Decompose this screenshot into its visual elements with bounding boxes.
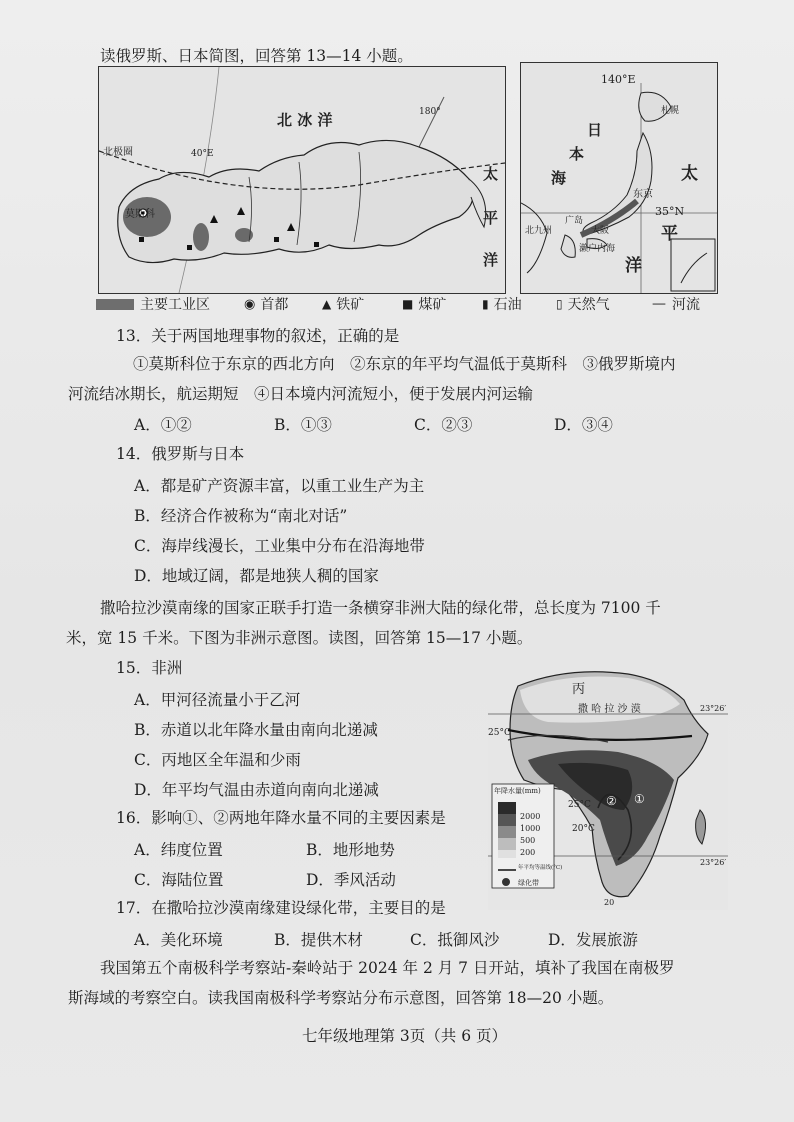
oil-icon: ▮ [482,297,489,311]
q14-option-b: B．经济合作被称为“南北对话” [134,507,348,525]
legend-industrial-text: 主要工业区 [140,297,210,313]
arctic-ocean-label: 北 冰 洋 [277,111,333,129]
hiroshima-label: 广岛 [565,216,584,226]
gas-icon: ▯ [556,297,563,311]
q13-option-d: D．③④ [554,416,613,434]
tokyo-label: 东京 [633,189,653,200]
pacific-jp-1: 太 [681,164,698,184]
iron-icon: ▲ [322,297,332,311]
q14-option-d: D．地域辽阔，都是地狭人稠的国家 [134,567,379,585]
q15-option-b: B．赤道以北年降水量由南向北递减 [134,721,378,739]
page-footer: 七年级地理第 3页（共 6 页） [302,1027,508,1045]
bing-label: 丙 [572,682,586,697]
precip-1000: 1000 [520,824,541,833]
tropic-north-label: 23°26′ [700,704,727,713]
pacific-jp-3: 洋 [625,256,642,276]
intro-13-14: 读俄罗斯、日本简图，回答第 13—14 小题。 [100,47,413,65]
pacific-jp-2: 平 [661,224,678,244]
legend-gas [556,294,610,314]
intro-15-17-line2: 米，宽 15 千米。下图为非洲示意图。读图，回答第 15—17 小题。 [66,629,533,647]
sahara-label: 撒 哈 拉 沙 漠 [578,704,641,715]
sapporo-label: 札幌 [661,106,680,116]
river-icon: — [652,296,666,312]
legend-oil-text: 石油 [493,297,522,313]
osaka-label: 大阪 [591,226,610,236]
legend-coal [402,294,446,314]
q17-option-a: A．美化环境 [134,931,223,949]
q17-option-c: C．抵御风沙 [410,931,500,949]
legend-iron-text: 铁矿 [336,297,365,313]
isotherm-25-north: 25°C [488,728,511,738]
legend-oil [482,294,522,314]
q16-option-b: B．地形地势 [306,841,395,859]
q14-option-c: C．海岸线漫长，工业集中分布在沿海地带 [134,537,425,555]
arctic-circle-label: 北极圈 [103,147,133,158]
q17-stem: 17．在撒哈拉沙漠南缘建设绿化带，主要目的是 [116,899,446,917]
q17-option-b: B．提供木材 [274,931,363,949]
sea-of-japan-2: 本 [569,145,585,163]
legend-gas-text: 天然气 [567,297,610,313]
precip-500: 500 [520,836,536,845]
q16-option-a: A．纬度位置 [134,841,223,859]
q13-option-c: C．②③ [414,416,473,434]
precip-200: 200 [520,848,536,857]
coal-icon: ■ [402,297,414,311]
legend-coal-text: 煤矿 [418,297,447,313]
q16-option-d: D．季风活动 [306,871,396,889]
isotherm-25-south: 25°C [568,800,591,810]
q17-option-d: D．发展旅游 [548,931,638,949]
russia-map-graphic [99,67,505,293]
pacific-label-2: 平 [483,209,499,227]
map-legend [96,294,716,314]
q16-option-c: C．海陆位置 [134,871,224,889]
q13-stem: 13．关于两国地理事物的叙述，正确的是 [116,327,400,345]
q13-option-b: B．①③ [274,416,332,434]
bottom-mark-label: 20 [604,898,615,907]
q13-option-a: A．①② [134,416,192,434]
legend-river-text: 河流 [672,297,700,313]
sea-of-japan-1: 日 [587,121,603,139]
point-2-label: ② [606,794,617,808]
q14-option-a: A．都是矿产资源丰富，以重工业生产为主 [134,477,425,495]
seto-inland-sea-label: 濑户内海 [579,244,616,254]
intro-15-17-line1: 撒哈拉沙漠南缘的国家正联手打造一条横穿非洲大陆的绿化带，总长度为 7100 千 [100,599,661,617]
africa-map [488,660,728,910]
q14-stem: 14．俄罗斯与日本 [116,445,245,463]
q13-line2: 河流结冰期长，航运期短 ④日本境内河流短小，便于发展内河运输 [68,385,534,403]
legend-industrial [96,294,210,314]
legend-iron [322,294,364,314]
lon-40-label: 40°E [191,149,214,159]
intro-18-20-line2: 斯海域的考察空白。读我国南极科学考察站分布示意图，回答第 18—20 小题。 [68,989,614,1007]
tropic-south-label: 23°26′ [700,858,727,867]
lat-35-label: 35°N [655,205,685,218]
green-belt-legend-label: 绿化带 [518,879,539,887]
lon-140-label: 140°E [601,73,636,86]
legend-river [652,294,700,314]
africa-map-graphic [488,660,728,910]
q15-stem: 15．非洲 [116,659,183,677]
russia-map [98,66,506,294]
japan-map [520,62,718,294]
legend-capital-text: 首都 [260,297,289,313]
pacific-label-1: 太 [483,165,499,183]
q15-option-d: D．年平均气温由赤道向南向北递减 [134,781,379,799]
moscow-label: 莫斯科 [125,209,155,220]
isotherm-legend-label: 年平均等温线(°C) [518,865,563,871]
point-1-label: ① [634,792,645,806]
sea-of-japan-3: 海 [551,169,567,187]
capital-icon: ◉ [244,296,256,312]
precip-legend-title: 年降水量(mm) [494,787,541,795]
q15-option-a: A．甲河径流量小于乙河 [134,691,301,709]
pacific-label-3: 洋 [483,251,499,269]
isotherm-20: 20°C [572,824,595,834]
lon-180-label: 180° [419,107,441,117]
q15-option-c: C．丙地区全年温和少雨 [134,751,301,769]
legend-capital [244,294,288,314]
q13-line1: ①莫斯科位于东京的西北方向 ②东京的年平均气温低于莫斯科 ③俄罗斯境内 [133,355,676,373]
kitakyushu-label: 北九州 [525,226,553,236]
precip-2000: 2000 [520,812,541,821]
q16-stem: 16．影响①、②两地年降水量不同的主要因素是 [116,809,446,827]
industrial-swatch [96,299,134,310]
intro-18-20-line1: 我国第五个南极科学考察站-秦岭站于 2024 年 2 月 7 日开站，填补了我国在南极罗 [100,959,675,977]
